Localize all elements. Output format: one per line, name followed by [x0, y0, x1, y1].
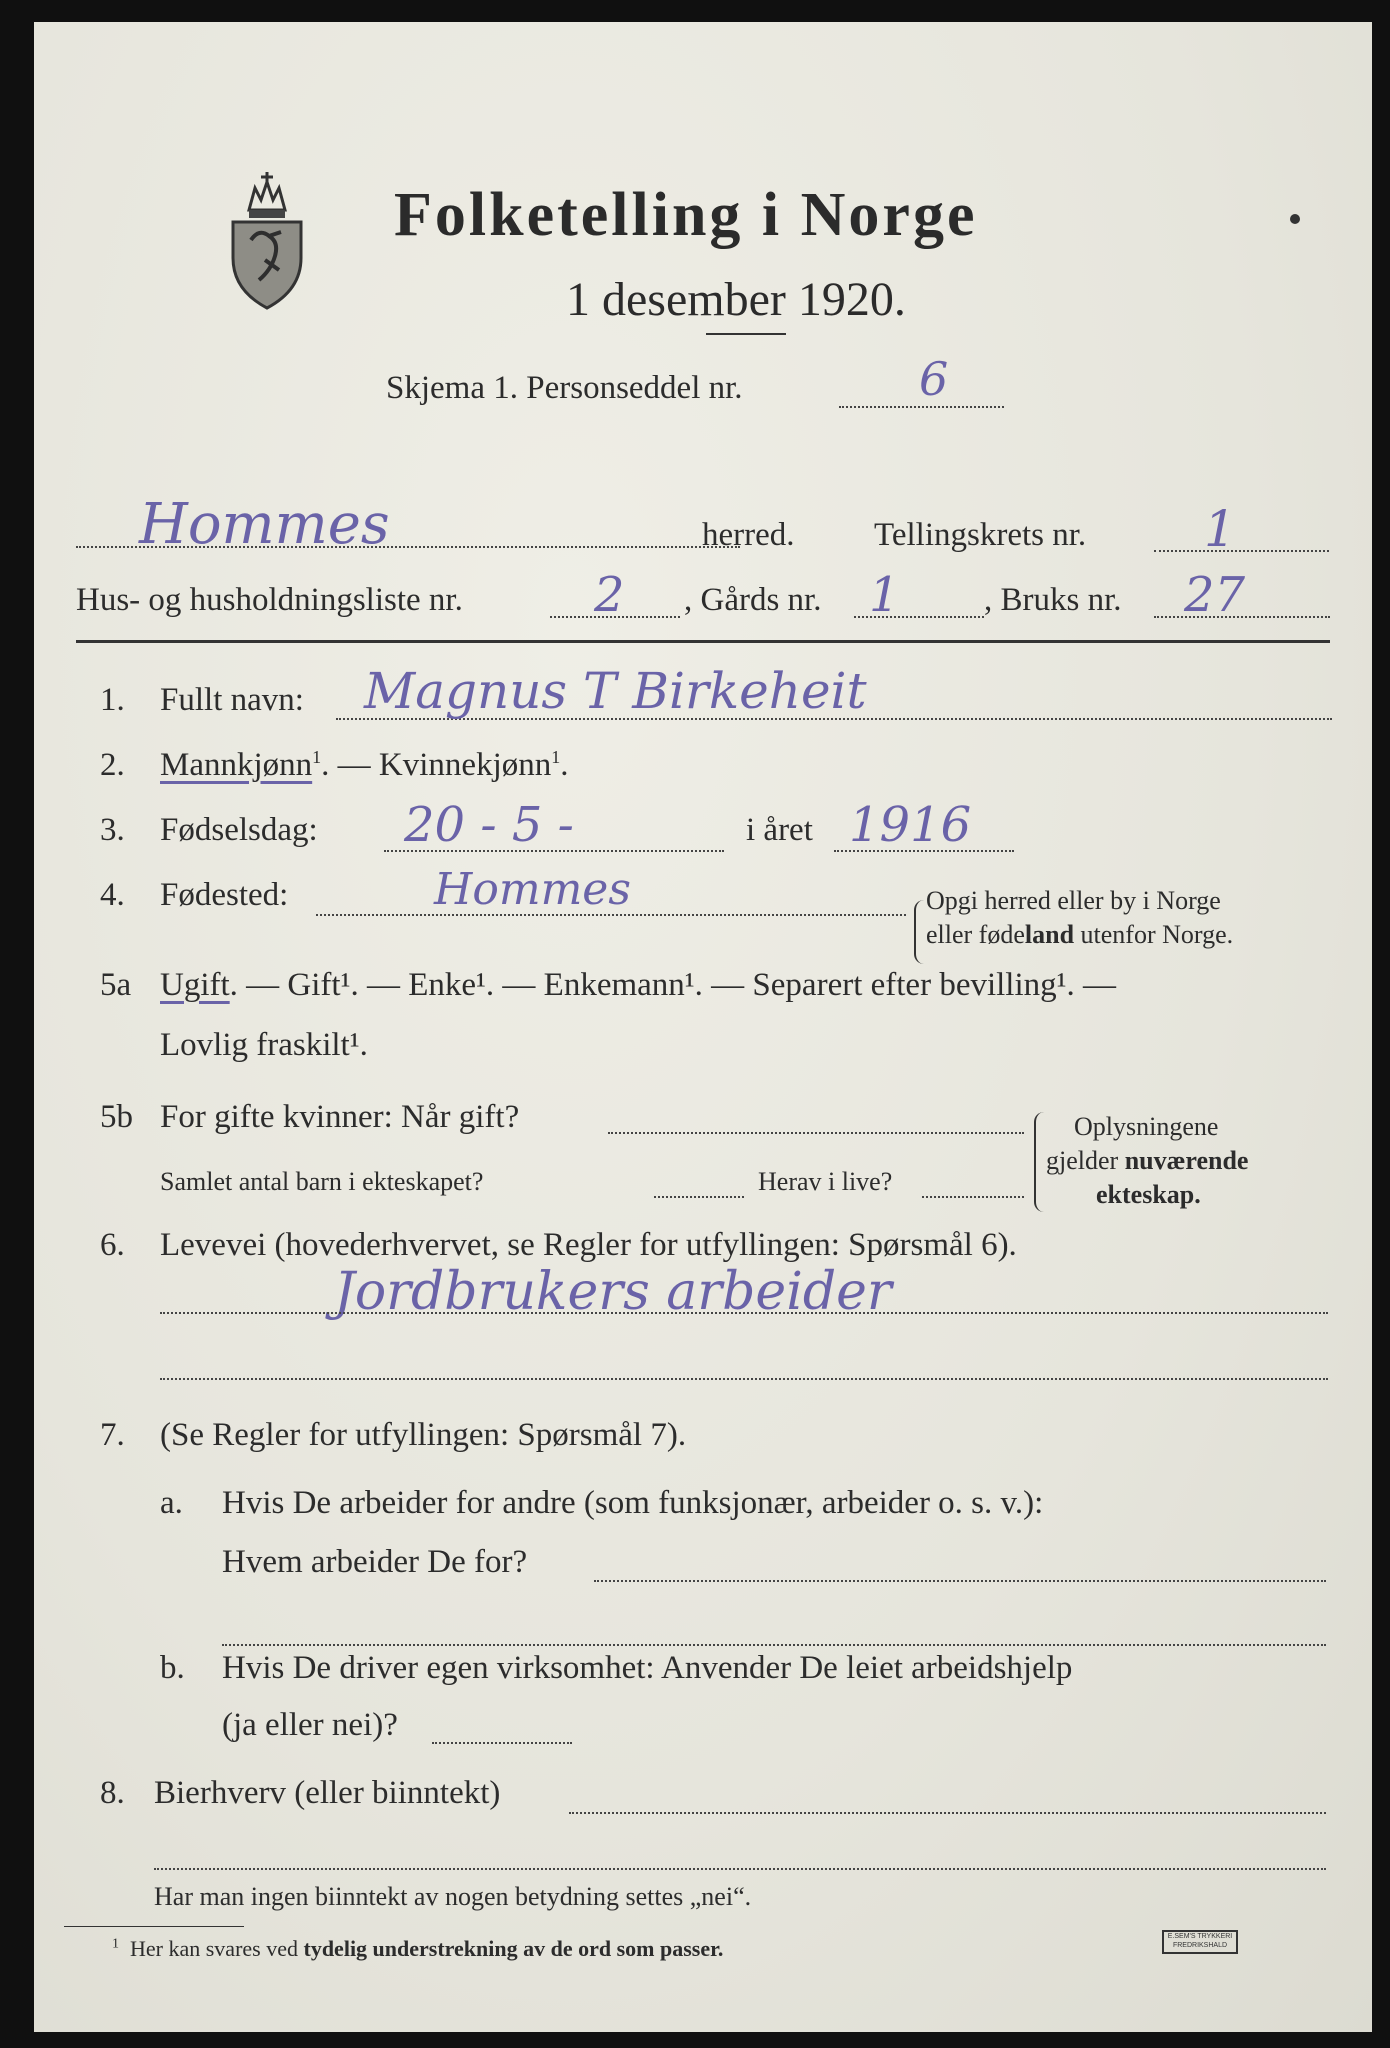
- q6-label: Levevei (hovederhvervet, se Regler for utfyllingen: Spørsmål 6).: [160, 1227, 1017, 1263]
- footnote-text-a: Her kan svares ved: [130, 1936, 304, 1961]
- q4-brace: [914, 900, 924, 964]
- q5b-note-2b: nuværende: [1124, 1146, 1249, 1175]
- q5b-line-3: [922, 1196, 1024, 1198]
- title-divider: [706, 333, 786, 335]
- q4-number: 4.: [100, 877, 125, 913]
- q5b-brace: [1034, 1112, 1046, 1212]
- census-form: [34, 22, 1372, 2032]
- q7a-line-1: [594, 1580, 1326, 1582]
- q7a-line-2: [222, 1644, 1326, 1646]
- q3-number: 3.: [100, 812, 125, 848]
- printer-stamp: [1162, 1930, 1238, 1954]
- occupation-value: Jordbrukers arbeider: [334, 1262, 892, 1322]
- q5a-rest: . — Gift¹. — Enke¹. — Enkemann¹. — Separert efter bevilling¹. —: [229, 967, 1117, 1003]
- q7-number: 7.: [100, 1417, 125, 1453]
- footnote: [112, 1936, 723, 1962]
- q1-number: 1.: [100, 682, 125, 718]
- header-rule: [76, 640, 1330, 643]
- bruks-label: , Bruks nr.: [984, 582, 1122, 618]
- tellingskrets-nr: 1: [1204, 500, 1236, 558]
- q4-note-2a: eller føde: [926, 920, 1025, 949]
- year-label: i året: [746, 812, 813, 848]
- q2-end: .: [560, 747, 569, 783]
- q2-dash: . —: [321, 747, 379, 783]
- q5b-line-2: [654, 1196, 744, 1198]
- q5b-line-1: [608, 1132, 1024, 1134]
- q8-label: Bierhverv (eller biinntekt): [154, 1775, 501, 1811]
- q2-number: 2.: [100, 747, 125, 783]
- hus-nr: 2: [594, 567, 625, 623]
- q7b-label: Hvis De driver egen virksomhet: Anvender De leiet arbeidshjelp: [222, 1650, 1073, 1686]
- q2-options: [160, 747, 569, 784]
- form-title: Folketelling i Norge: [394, 181, 978, 249]
- q7b-number: b.: [160, 1650, 185, 1686]
- q2-footnote-mark: 1: [312, 747, 322, 767]
- birthplace-value: Hommes: [434, 864, 631, 915]
- personseddel-line: [839, 406, 1004, 408]
- q6-number: 6.: [100, 1227, 125, 1263]
- q4-note-2b: land: [1024, 920, 1075, 949]
- q5b-number: 5b: [100, 1099, 133, 1135]
- q7-label: (Se Regler for utfyllingen: Spørsmål 7).: [160, 1417, 687, 1453]
- q8-line-2: [154, 1868, 1326, 1870]
- male-option: Mannkjønn: [160, 747, 313, 783]
- q5a-line-2: Lovlig fraskilt¹.: [160, 1027, 368, 1063]
- ugift-option: Ugift: [160, 967, 230, 1003]
- q5a-options: [160, 967, 1116, 1004]
- q5a-number: 5a: [100, 967, 132, 1003]
- q5b-label-2: Samlet antal barn i ekteskapet?: [160, 1167, 484, 1196]
- q5b-note-2: [1046, 1146, 1248, 1176]
- gards-label: , Gårds nr.: [684, 582, 822, 618]
- female-option: Kvinnekjønn: [378, 747, 552, 783]
- birth-date-value: 20 - 5 -: [404, 797, 574, 853]
- q6-line-2: [160, 1378, 1328, 1380]
- q6-line-1: [160, 1312, 1328, 1314]
- biinntekt-note: Har man ingen biinntekt av nogen betydning settes „nei“.: [154, 1882, 752, 1911]
- q4-label: Fødested:: [160, 877, 289, 913]
- q8-number: 8.: [100, 1775, 125, 1811]
- q4-note-1: Opgi herred eller by i Norge: [926, 886, 1221, 915]
- q3-label: Fødselsdag:: [160, 812, 318, 848]
- q7a-label: Hvis De arbeider for andre (som funksjonær, arbeider o. s. v.):: [222, 1485, 1044, 1521]
- q8-line-1: [569, 1812, 1326, 1814]
- q2-footnote-mark-2: 1: [551, 747, 561, 767]
- hus-label: Hus- og husholdningsliste nr.: [76, 582, 463, 618]
- title-dot: [1290, 214, 1300, 224]
- form-date: 1 desember 1920.: [566, 273, 906, 326]
- personseddel-nr: 6: [919, 352, 949, 406]
- herred-label: herred.: [702, 517, 795, 553]
- tellingskrets-line: [1154, 550, 1329, 552]
- printer-stamp-text: E.SEM'S TRYKKERI FREDRIKSHALD: [1167, 1933, 1233, 1949]
- footnote-text-b: tydelig understrekning av de ord som passer.: [303, 1936, 724, 1961]
- q4-note-2: [926, 920, 1233, 950]
- q5b-note-1: Oplysningene: [1074, 1112, 1219, 1141]
- gards-nr: 1: [869, 567, 900, 623]
- q1-label: Fullt navn:: [160, 682, 304, 718]
- q5b-note-3-text: ekteskap.: [1096, 1180, 1201, 1209]
- coat-of-arms-icon: [229, 170, 305, 310]
- q7a-question: Hvem arbeider De for?: [222, 1544, 528, 1580]
- q5b-note-2a: gjelder: [1046, 1146, 1125, 1175]
- q7b-line: [432, 1742, 572, 1744]
- full-name-value: Magnus T Birkeheit: [364, 662, 867, 720]
- footnote-rule: [64, 1926, 244, 1927]
- skjema-label: Skjema 1. Personseddel nr.: [386, 370, 743, 406]
- birth-year-value: 1916: [849, 797, 972, 853]
- herred-value: Hommes: [139, 492, 390, 557]
- footnote-mark: 1: [112, 1936, 119, 1952]
- q7a-number: a.: [160, 1485, 183, 1521]
- q7b-question: (ja eller nei)?: [222, 1707, 398, 1743]
- tellingskrets-label: Tellingskrets nr.: [874, 517, 1087, 553]
- q5b-note-3: [1096, 1180, 1201, 1210]
- q4-note-2c: utenfor Norge.: [1074, 920, 1234, 949]
- q5b-label-1: For gifte kvinner: Når gift?: [160, 1099, 520, 1135]
- q5b-label-3: Herav i live?: [758, 1167, 893, 1196]
- bruks-nr: 27: [1184, 567, 1246, 623]
